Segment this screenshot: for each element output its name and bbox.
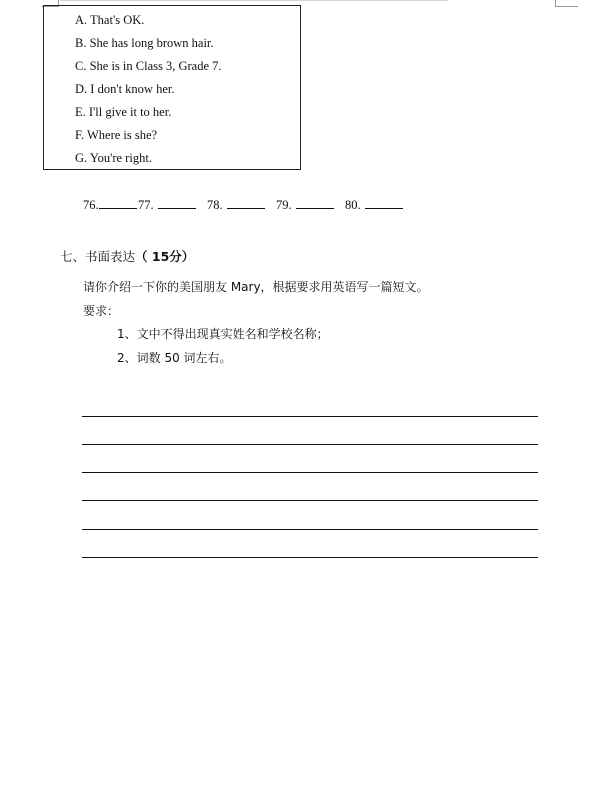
answer-blank-76[interactable] xyxy=(99,196,137,209)
writing-line-4[interactable] xyxy=(82,500,538,501)
writing-prompt: 请你介绍一下你的美国朋友 Mary，根据要求用英语写一篇短文。 xyxy=(83,280,429,294)
requirement-2: 2、词数 50 词左右。 xyxy=(117,351,232,365)
answer-number: 78. xyxy=(207,198,223,212)
writing-line-1[interactable] xyxy=(82,416,538,417)
option-e: E. I'll give it to her. xyxy=(75,105,172,119)
option-a: A. That's OK. xyxy=(75,13,145,27)
answer-78 xyxy=(207,196,265,213)
answer-blank-80[interactable] xyxy=(365,196,403,209)
writing-line-2[interactable] xyxy=(82,444,538,445)
option-c: C. She is in Class 3, Grade 7. xyxy=(75,59,222,73)
answer-76 xyxy=(83,196,137,213)
answer-number: 80. xyxy=(345,198,361,212)
option-d: D. I don't know her. xyxy=(75,82,175,96)
option-f: F. Where is she? xyxy=(75,128,158,142)
writing-line-6[interactable] xyxy=(82,557,538,558)
answer-row xyxy=(0,196,600,212)
answer-blank-79[interactable] xyxy=(296,196,334,209)
section-title xyxy=(60,249,194,265)
answer-number: 79. xyxy=(276,198,292,212)
answer-80 xyxy=(345,196,403,213)
answer-79 xyxy=(276,196,334,213)
answer-number: 77. xyxy=(138,198,154,212)
answer-blank-78[interactable] xyxy=(227,196,265,209)
writing-line-3[interactable] xyxy=(82,472,538,473)
section-title-text: 七、书面表达 xyxy=(60,249,136,264)
requirement-1: 1、文中不得出现真实姓名和学校名称； xyxy=(117,327,329,341)
option-g: G. You're right. xyxy=(75,151,152,165)
requirements-label: 要求： xyxy=(83,304,120,318)
options-box xyxy=(43,5,301,170)
crop-mark-right xyxy=(555,0,578,7)
answer-77 xyxy=(138,196,196,213)
answer-number: 76. xyxy=(83,198,99,212)
section-score: （ 15分） xyxy=(135,249,195,264)
option-b: B. She has long brown hair. xyxy=(75,36,214,50)
answer-blank-77[interactable] xyxy=(158,196,196,209)
header-rule xyxy=(60,0,448,1)
writing-line-5[interactable] xyxy=(82,529,538,530)
